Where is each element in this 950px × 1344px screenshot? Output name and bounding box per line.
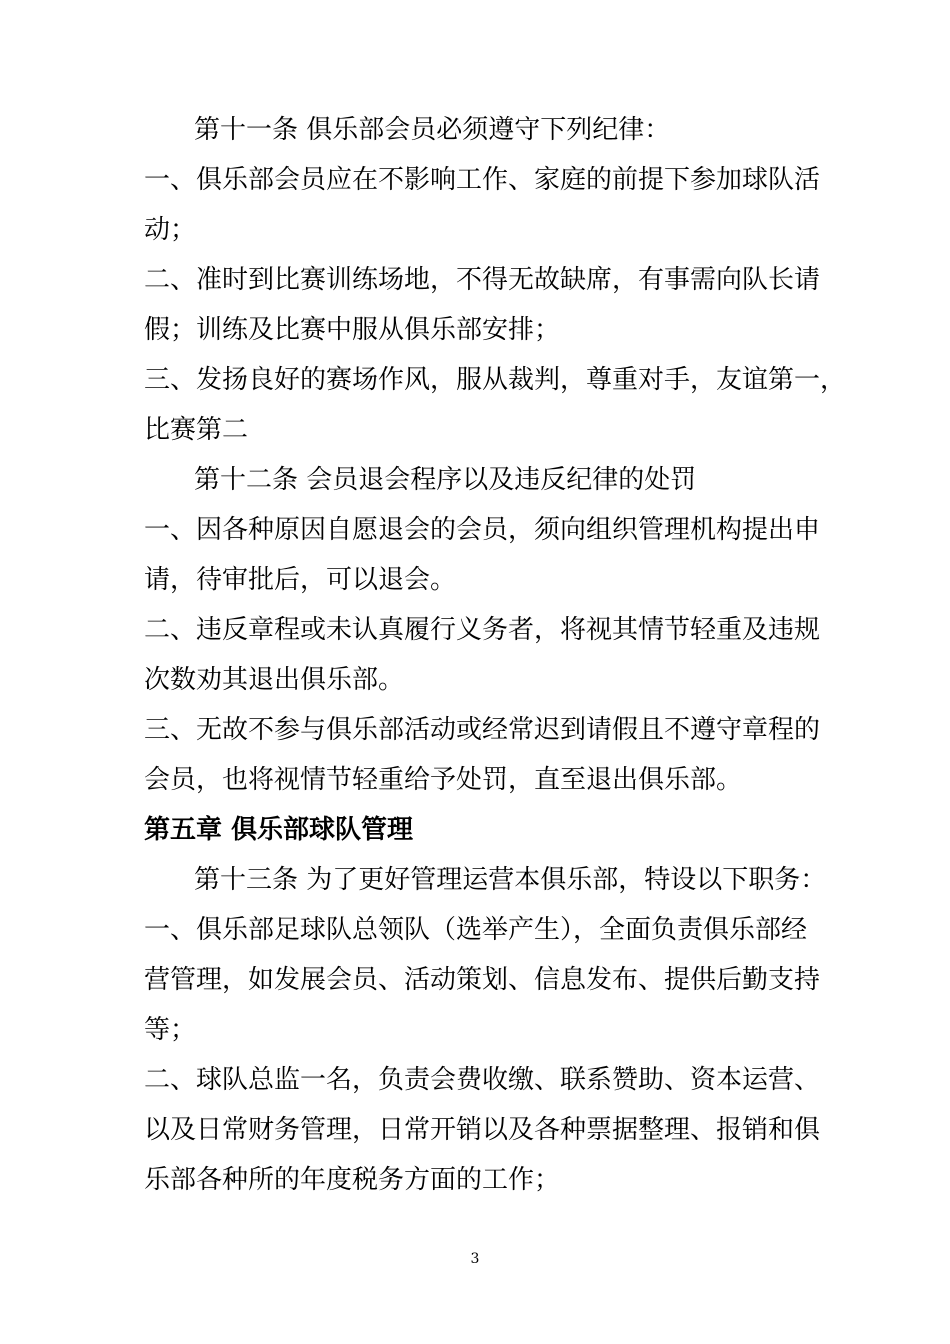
article-11-item-3-line-1: 三、发扬良好的赛场作风，服从裁判，尊重对手，友谊第一， [144, 365, 847, 395]
article-11-item-1-line-1: 一、俱乐部会员应在不影响工作、家庭的前提下参加球队活 [144, 165, 821, 195]
article-13-item-1-line-2: 营管理，如发展会员、活动策划、信息发布、提供后勤支持 [144, 965, 821, 995]
page-number: 3 [470, 1251, 480, 1267]
article-12-item-2-line-1: 二、违反章程或未认真履行义务者，将视其情节轻重及违规 [144, 615, 821, 645]
article-12-item-2-line-2: 次数劝其退出俱乐部。 [144, 665, 405, 695]
article-12-item-1-line-2: 请，待审批后，可以退会。 [144, 565, 457, 595]
article-12-item-3-line-2: 会员，也将视情节轻重给予处罚，直至退出俱乐部。 [144, 765, 743, 795]
article-13-item-2-line-1: 二、球队总监一名，负责会费收缴、联系赞助、资本运营、 [144, 1065, 821, 1095]
article-13-item-1-line-1: 一、俱乐部足球队总领队（选举产生），全面负责俱乐部经 [144, 915, 808, 945]
article-13-item-2-line-3: 乐部各种所的年度税务方面的工作； [144, 1165, 561, 1195]
article-11-item-2-line-1: 二、准时到比赛训练场地，不得无故缺席，有事需向队长请 [144, 265, 821, 295]
article-13-item-1-line-3: 等； [144, 1015, 197, 1045]
chapter-5-heading: 第五章 俱乐部球队管理 [144, 815, 414, 845]
article-11-heading: 第十一条 俱乐部会员必须遵守下列纪律： [194, 115, 671, 145]
article-11-item-2-line-2: 假；训练及比赛中服从俱乐部安排； [144, 315, 561, 345]
article-11-item-1-line-2: 动； [144, 215, 197, 245]
article-12-heading: 第十二条 会员退会程序以及违反纪律的处罚 [194, 465, 697, 495]
article-13-item-2-line-2: 以及日常财务管理，日常开销以及各种票据整理、报销和俱 [144, 1115, 821, 1145]
article-11-item-3-line-2: 比赛第二 [144, 415, 249, 445]
article-13-heading: 第十三条 为了更好管理运营本俱乐部，特设以下职务： [194, 865, 827, 895]
article-12-item-3-line-1: 三、无故不参与俱乐部活动或经常迟到请假且不遵守章程的 [144, 715, 821, 745]
article-12-item-1-line-1: 一、因各种原因自愿退会的会员，须向组织管理机构提出申 [144, 515, 821, 545]
